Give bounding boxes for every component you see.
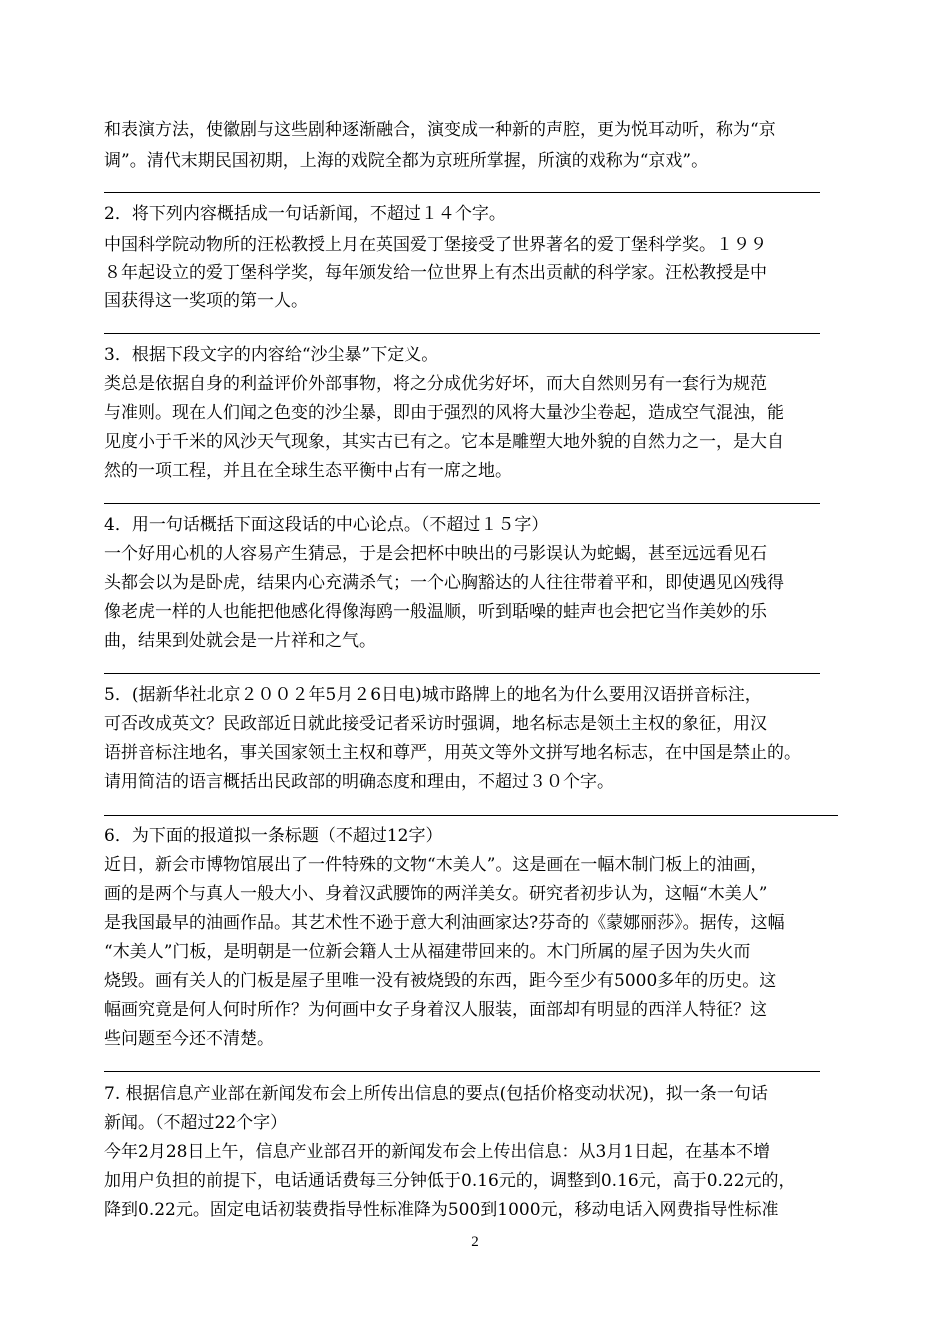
question-4-prompt: 4．用一句话概括下面这段话的中心论点。（不超过１５字） (104, 515, 549, 535)
answer-line (104, 815, 838, 816)
answer-line (104, 333, 820, 334)
question-4-text: 像老虎一样的人也能把他感化得像海鸥一般温顺，听到聒噪的蛙声也会把它当作美妙的乐 (104, 602, 767, 622)
question-2-prompt: 2．将下列内容概括成一句话新闻，不超过１４个字。 (104, 204, 506, 224)
intro-line: 和表演方法，使徽剧与这些剧种逐渐融合，演变成一种新的声腔，更为悦耳动听，称为“京 (104, 120, 776, 140)
question-7-prompt: 7. 根据信息产业部在新闻发布会上所传出信息的要点(包括价格变动状况)，拟一条一句话 (104, 1084, 768, 1104)
question-7-text: 加用户负担的前提下，电话通话费每三分钟低于0.16元的，调整到0.16元，高于0.22元的， (104, 1171, 796, 1191)
question-3-text: 然的一项工程，并且在全球生态平衡中占有一席之地。 (104, 461, 512, 481)
question-4-text: 一个好用心机的人容易产生猜忌，于是会把杯中映出的弓影误认为蛇蝎，甚至远远看见石 (104, 544, 767, 564)
question-5-prompt: 请用简洁的语言概括出民政部的明确态度和理由，不超过３０个字。 (104, 772, 614, 792)
question-6-prompt: 6．为下面的报道拟一条标题（不超过12字） (104, 826, 443, 846)
intro-line: 调”。清代末期民国初期，上海的戏院全都为京班所掌握，所演的戏称为“京戏”。 (104, 151, 709, 171)
question-4-text: 头都会以为是卧虎，结果内心充满杀气；一个心胸豁达的人往往带着平和，即使遇见凶残得 (104, 573, 784, 593)
question-5-text: 5．(据新华社北京２００２年5月２6日电)城市路牌上的地名为什么要用汉语拼音标注， (104, 685, 762, 705)
question-2-text: 中国科学院动物所的汪松教授上月在英国爱丁堡接受了世界著名的爱丁堡科学奖。１９９ (104, 235, 767, 255)
question-6-text: 烧毁。画有关人的门板是屋子里唯一没有被烧毁的东西，距今至少有5000多年的历史。这 (104, 971, 777, 991)
question-3-text: 见度小于千米的风沙天气现象，其实古已有之。它本是雕塑大地外貌的自然力之一，是大自 (104, 432, 784, 452)
question-3-text: 类总是依据自身的利益评价外部事物，将之分成优劣好坏，而大自然则另有一套行为规范 (104, 374, 767, 394)
question-6-text: 画的是两个与真人一般大小、身着汉武腰饰的两洋美女。研究者初步认为，这幅“木美人” (104, 884, 768, 904)
page-number: 2 (471, 1234, 479, 1250)
answer-line (104, 192, 820, 193)
question-3-text: 与准则。现在人们闻之色变的沙尘暴，即由于强烈的风将大量沙尘卷起，造成空气混浊，能 (104, 403, 784, 423)
answer-line (104, 1071, 820, 1072)
question-6-text: 近日，新会市博物馆展出了一件特殊的文物“木美人”。这是画在一幅木制门板上的油画， (104, 855, 768, 875)
question-4-text: 曲，结果到处就会是一片祥和之气。 (104, 631, 376, 651)
answer-line (104, 503, 820, 504)
question-6-text: 些问题至今还不清楚。 (104, 1029, 274, 1049)
question-7-text: 降到0.22元。固定电话初装费指导性标准降为500到1000元，移动电话入网费指导性标准 (104, 1200, 779, 1220)
question-7-prompt: 新闻。（不超过22个字） (104, 1113, 288, 1133)
question-6-text: “木美人”门板，是明朝是一位新会籍人士从福建带回来的。木门所属的屋子因为失火而 (104, 942, 751, 962)
question-6-text: 是我国最早的油画作品。其艺术性不逊于意大利油画家达?芬奇的《蒙娜丽莎》。据传，这幅 (104, 913, 785, 933)
answer-line (104, 673, 820, 674)
question-5-text: 可否改成英文？民政部近日就此接受记者采访时强调，地名标志是领土主权的象征，用汉 (104, 714, 767, 734)
question-3-prompt: 3．根据下段文字的内容给“沙尘暴”下定义。 (104, 345, 439, 365)
question-5-text: 语拼音标注地名，事关国家领土主权和尊严，用英文等外文拼写地名标志，在中国是禁止的。 (104, 743, 801, 763)
question-2-text: 国获得这一奖项的第一人。 (104, 291, 308, 311)
question-6-text: 幅画究竟是何人何时所作？为何画中女子身着汉人服装，面部却有明显的西洋人特征？这 (104, 1000, 767, 1020)
question-7-text: 今年2月28日上午，信息产业部召开的新闻发布会上传出信息：从3月1日起，在基本不增 (104, 1142, 771, 1162)
question-2-text: ８年起设立的爱丁堡科学奖，每年颁发给一位世界上有杰出贡献的科学家。汪松教授是中 (104, 263, 767, 283)
